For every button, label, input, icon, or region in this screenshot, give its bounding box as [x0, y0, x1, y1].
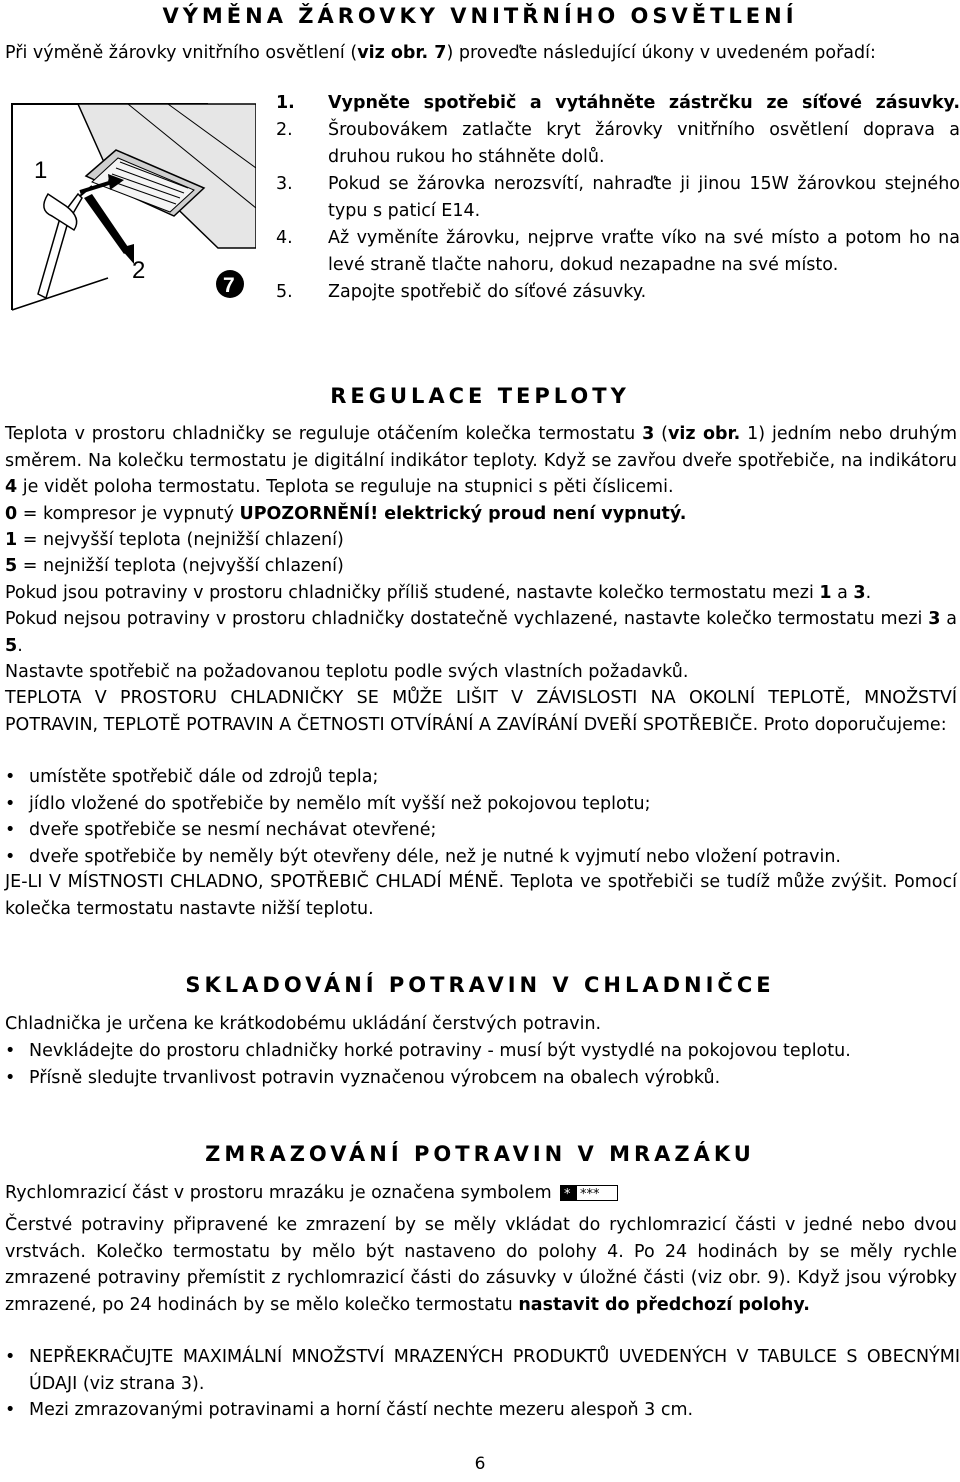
list-item: 1. Vypněte spotřebič a vytáhněte zástrčku ze síťové zásuvky. — [276, 93, 960, 113]
scale-line-0: 0 = kompresor je vypnutý UPOZORNĚNÍ! elektrický proud není vypnutý. — [5, 504, 687, 524]
list-item: • Mezi zmrazovanými potravinami a horní částí nechte mezeru alespoň 3 cm. — [5, 1397, 960, 1424]
bullet-icon: • — [5, 1347, 16, 1367]
list-item: • dveře spotřebiče se nesmí nechávat otevřené; — [5, 817, 960, 844]
bullet-icon: • — [5, 1400, 16, 1420]
section-title-fridge-storage: SKLADOVÁNÍ POTRAVIN V CHLADNIČCE — [185, 973, 775, 997]
section-title-bulb-replacement: VÝMĚNA ŽÁROVKY VNITŘNÍHO OSVĚTLENÍ — [162, 4, 798, 28]
list-item: 5. Zapojte spotřebič do síťové zásuvky. — [276, 282, 647, 302]
svg-text:*: * — [563, 1187, 571, 1201]
bullet-icon: • — [5, 846, 16, 867]
freezing-instructions: Čerstvé potraviny připravené ke zmrazení by se měly vkládat do rychlomrazicí části v jedné nebo dvou vrstvách. Kolečko termostatu by mělo být nastaveno do polohy 4. Po 24 hodinách by se měly rychle zmrazené potraviny přemístit z rychlomrazicí části do zásuvky v úložné části (viz obr. 9). Když jsou výrobky zmrazené, po 24 hodinách by se mělo kolečko termostatu nastavit do předchozí polohy. — [5, 1215, 957, 1315]
list-item: 2. Šroubovákem zatlačte kryt žárovky vnitřního osvětlení doprava a druhou rukou ho stáhněte dolů. — [276, 120, 960, 167]
storage-list — [5, 1038, 960, 1091]
list-item: • Nevkládejte do prostoru chladničky horké potraviny - musí být vystydlé na pokojovou teplotu. — [5, 1038, 960, 1065]
section-title-freezing: ZMRAZOVÁNÍ POTRAVIN V MRAZÁKU — [205, 1142, 755, 1166]
bullet-icon: • — [5, 793, 16, 814]
four-star-freezer-icon — [560, 1185, 618, 1201]
bullet-icon: • — [5, 1067, 16, 1088]
too-warm-paragraph: Pokud nejsou potraviny v prostoru chladničky dostatečně vychlazené, nastavte kolečko termostatu mezi 3 a 5. — [5, 609, 957, 656]
bulb-cover-figure — [8, 98, 256, 314]
list-item: 3. Pokud se žárovka nerozsvítí, nahraďte ji jinou 15W žárovkou stejného typu s paticí E14. — [276, 174, 960, 221]
list-item: • umístěte spotřebič dále od zdrojů tepla; — [5, 764, 960, 791]
figure-label-1: 1 — [34, 157, 48, 184]
set-temperature-paragraph: Nastavte spotřebič na požadovanou teplotu podle svých vlastních požadavků. — [5, 662, 689, 682]
freezing-list — [5, 1344, 960, 1424]
list-item: 4. Až vyměníte žárovku, nejprve vraťte víko na své místo a potom ho na levé straně tlačte nahoru, dokud nezapadne na své místo. — [276, 228, 960, 275]
bullet-icon: • — [5, 767, 16, 787]
figure-number-badge: 7 — [223, 274, 235, 297]
too-cold-paragraph: Pokud jsou potraviny v prostoru chladničky příliš studené, nastavte kolečko termostatu mezi 1 a 3. — [5, 583, 872, 603]
bullet-icon: • — [5, 820, 16, 840]
bulb-steps-list — [270, 90, 960, 306]
ambient-warning-paragraph: TEPLOTA V PROSTORU CHLADNIČKY SE MŮŽE LIŠIT V ZÁVISLOSTI NA OKOLNÍ TEPLOTĚ, MNOŽSTVÍ POTRAVIN, TEPLOTĚ POTRAVIN A ČETNOSTI OTVÍRÁNÍ A ZAVÍRÁNÍ DVEŘÍ SPOTŘEBIČE. Proto doporučujeme: — [5, 688, 957, 735]
bullet-icon: • — [5, 1041, 16, 1061]
list-item: • NEPŘEKRAČUJTE MAXIMÁLNÍ MNOŽSTVÍ MRAZENÝCH PRODUKTŮ UVEDENÝCH V TABULCE S OBECNÝMI ÚDAJI (viz strana 3). — [5, 1344, 960, 1397]
storage-intro: Chladnička je určena ke krátkodobému ukládání čerstvých potravin. — [5, 1014, 602, 1034]
recommendations-list — [5, 764, 960, 870]
figure-label-2: 2 — [132, 257, 146, 284]
cold-room-paragraph: JE-LI V MÍSTNOSTI CHLADNO, SPOTŘEBIČ CHLADÍ MÉNĚ. Teplota ve spotřebiči se tudíž může zvýšit. Pomocí kolečka termostatu nastavte nižší teplotu. — [5, 872, 957, 919]
list-item: • jídlo vložené do spotřebiče by nemělo mít vyšší než pokojovou teplotu; — [5, 791, 960, 818]
scale-line-5: 5 = nejnižší teplota (nejvyšší chlazení) — [5, 556, 344, 576]
page-number: 6 — [474, 1454, 486, 1474]
quick-freeze-paragraph: Rychlomrazicí část v prostoru mrazáku je označena symbolem * *** — [5, 1180, 957, 1207]
bulb-intro: Při výměně žárovky vnitřního osvětlení (viz obr. 7) proveďte následující úkony v uvedeném pořadí: — [5, 43, 876, 63]
scale-line-1: 1 = nejvyšší teplota (nejnižší chlazení) — [5, 530, 344, 550]
section-title-temperature-regulation: REGULACE TEPLOTY — [330, 384, 630, 408]
svg-text:***: *** — [579, 1187, 600, 1201]
list-item: • Přísně sledujte trvanlivost potravin vyznačenou výrobcem na obalech výrobků. — [5, 1065, 960, 1092]
list-item: • dveře spotřebiče by neměly být otevřeny déle, než je nutné k vyjmutí nebo vložení potravin. — [5, 844, 960, 871]
regulation-paragraph: Teplota v prostoru chladničky se reguluje otáčením kolečka termostatu 3 (viz obr. 1) jedním nebo druhým směrem. Na kolečku termostatu je digitální indikátor teploty. Když se zavřou dveře spotřebiče, na indikátoru 4 je vidět poloha termostatu. Teplota se reguluje na stupnici s pěti číslicemi. — [5, 424, 957, 497]
